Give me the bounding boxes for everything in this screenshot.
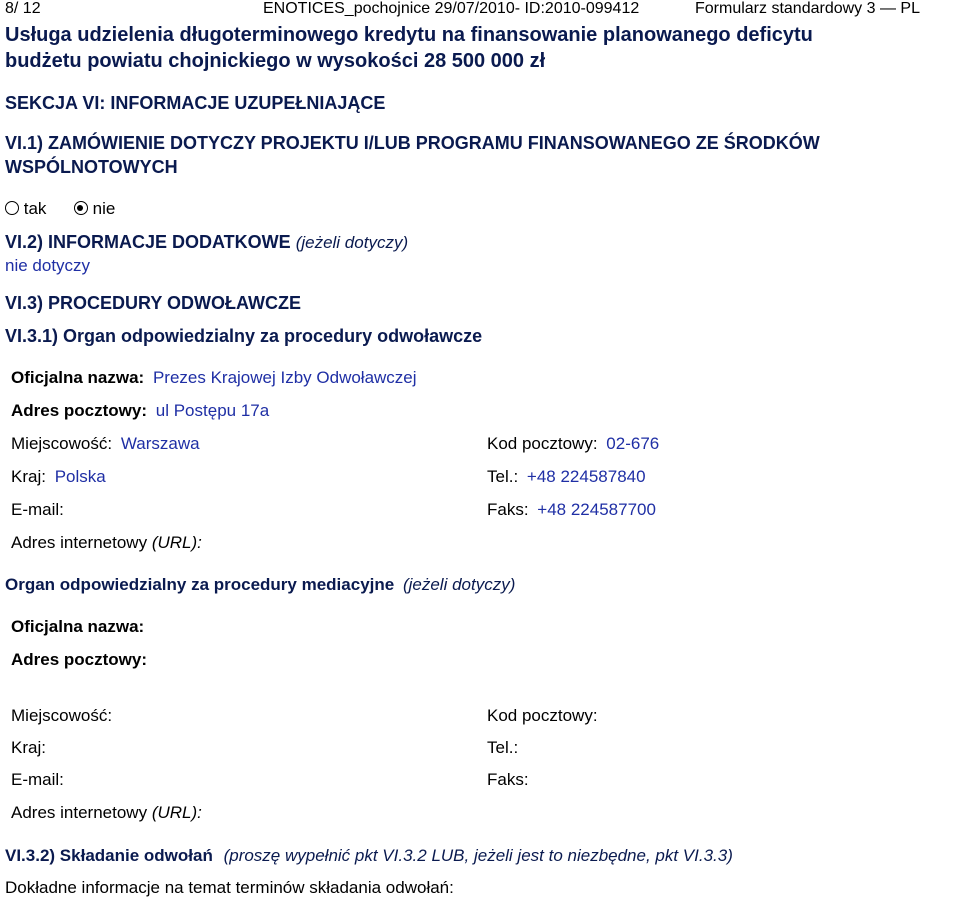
organ1-country-label: Kraj: <box>11 467 46 486</box>
mediation-heading-text: Organ odpowiedzialny za procedury mediacyjne <box>5 575 395 594</box>
mediation-fax-label: Faks: <box>487 770 529 789</box>
form-name: Formularz standardowy 3 — PL <box>695 0 920 17</box>
section-heading: SEKCJA VI: INFORMACJE UZUPEŁNIAJĄCE <box>5 93 386 113</box>
page-number: 8/ 12 <box>5 0 41 17</box>
vi32-details: Dokładne informacje na temat terminów składania odwołań: <box>5 878 454 897</box>
vi32-heading-text: VI.3.2) Składanie odwołań <box>5 846 213 865</box>
vi32-note: (proszę wypełnić pkt VI.3.2 LUB, jeżeli jest to niezbędne, pkt VI.3.3) <box>223 846 733 865</box>
radio-tak[interactable] <box>5 201 19 215</box>
organ1-postal <box>487 434 659 454</box>
organ1-url-suffix: (URL): <box>151 533 202 552</box>
vi2-heading <box>5 232 408 253</box>
organ1-city-label: Miejscowość: <box>11 434 113 453</box>
organ1-address-value: ul Postępu 17a <box>155 401 270 420</box>
organ1-fax-label: Faks: <box>487 500 529 519</box>
organ1-city <box>11 434 200 454</box>
organ1-url-label: Adres internetowy <box>11 533 148 552</box>
vi32-heading <box>5 846 733 866</box>
mediation-heading <box>5 575 515 595</box>
radio-tak-label: tak <box>23 199 47 218</box>
vi3-heading: VI.3) PROCEDURY ODWOŁAWCZE <box>5 293 302 313</box>
vi31-heading: VI.3.1) Organ odpowiedzialny za procedury odwoławcze <box>5 326 483 346</box>
organ1-address-label: Adres pocztowy: <box>11 401 148 420</box>
organ1-name <box>11 368 417 388</box>
organ1-fax <box>487 500 656 520</box>
organ1-city-value: Warszawa <box>120 434 200 453</box>
organ1-country-value: Polska <box>54 467 106 486</box>
mediation-qualifier: (jeżeli dotyczy) <box>402 575 516 594</box>
organ1-tel-value: +48 224587840 <box>526 467 646 486</box>
vi1-heading-line2: WSPÓLNOTOWYCH <box>5 157 178 177</box>
mediation-url <box>11 803 202 823</box>
organ1-postal-label: Kod pocztowy: <box>487 434 598 453</box>
mediation-address-label: Adres pocztowy: <box>11 650 148 669</box>
vi2-qualifier: (jeżeli dotyczy) <box>295 233 409 252</box>
mediation-url-label: Adres internetowy <box>11 803 148 822</box>
vi1-options <box>5 199 115 219</box>
radio-nie-label: nie <box>92 199 116 218</box>
doc-title-line2: budżetu powiatu chojnickiego w wysokości 28 500 000 zł <box>5 50 546 72</box>
mediation-postal-label: Kod pocztowy: <box>487 706 598 725</box>
mediation-city-label: Miejscowość: <box>11 706 113 725</box>
organ1-tel <box>487 467 646 487</box>
mediation-url-suffix: (URL): <box>151 803 202 822</box>
organ1-postal-value: 02-676 <box>606 434 660 453</box>
mediation-country-label: Kraj: <box>11 738 46 757</box>
organ1-name-value: Prezes Krajowej Izby Odwoławczej <box>152 368 417 387</box>
vi1-heading-line1: VI.1) ZAMÓWIENIE DOTYCZY PROJEKTU I/LUB PROGRAMU FINANSOWANEGO ZE ŚRODKÓW <box>5 133 820 153</box>
mediation-name-label: Oficjalna nazwa: <box>11 617 145 636</box>
radio-nie[interactable] <box>74 201 88 215</box>
organ1-address <box>11 401 269 421</box>
organ1-name-label: Oficjalna nazwa: <box>11 368 145 387</box>
organ1-fax-value: +48 224587700 <box>537 500 656 519</box>
vi2-value: nie dotyczy <box>5 256 91 275</box>
organ1-country <box>11 467 106 487</box>
doc-title-line1: Usługa udzielenia długoterminowego kredytu na finansowanie planowanego deficytu <box>5 24 813 46</box>
organ1-tel-label: Tel.: <box>487 467 519 486</box>
organ1-url <box>11 533 202 553</box>
vi2-heading-text: VI.2) INFORMACJE DODATKOWE <box>5 232 291 252</box>
mediation-tel-label: Tel.: <box>487 738 519 757</box>
mediation-email-label: E-mail: <box>11 770 64 789</box>
notice-id: ENOTICES_pochojnice 29/07/2010- ID:2010-099412 <box>263 0 640 17</box>
organ1-email-label: E-mail: <box>11 500 64 519</box>
